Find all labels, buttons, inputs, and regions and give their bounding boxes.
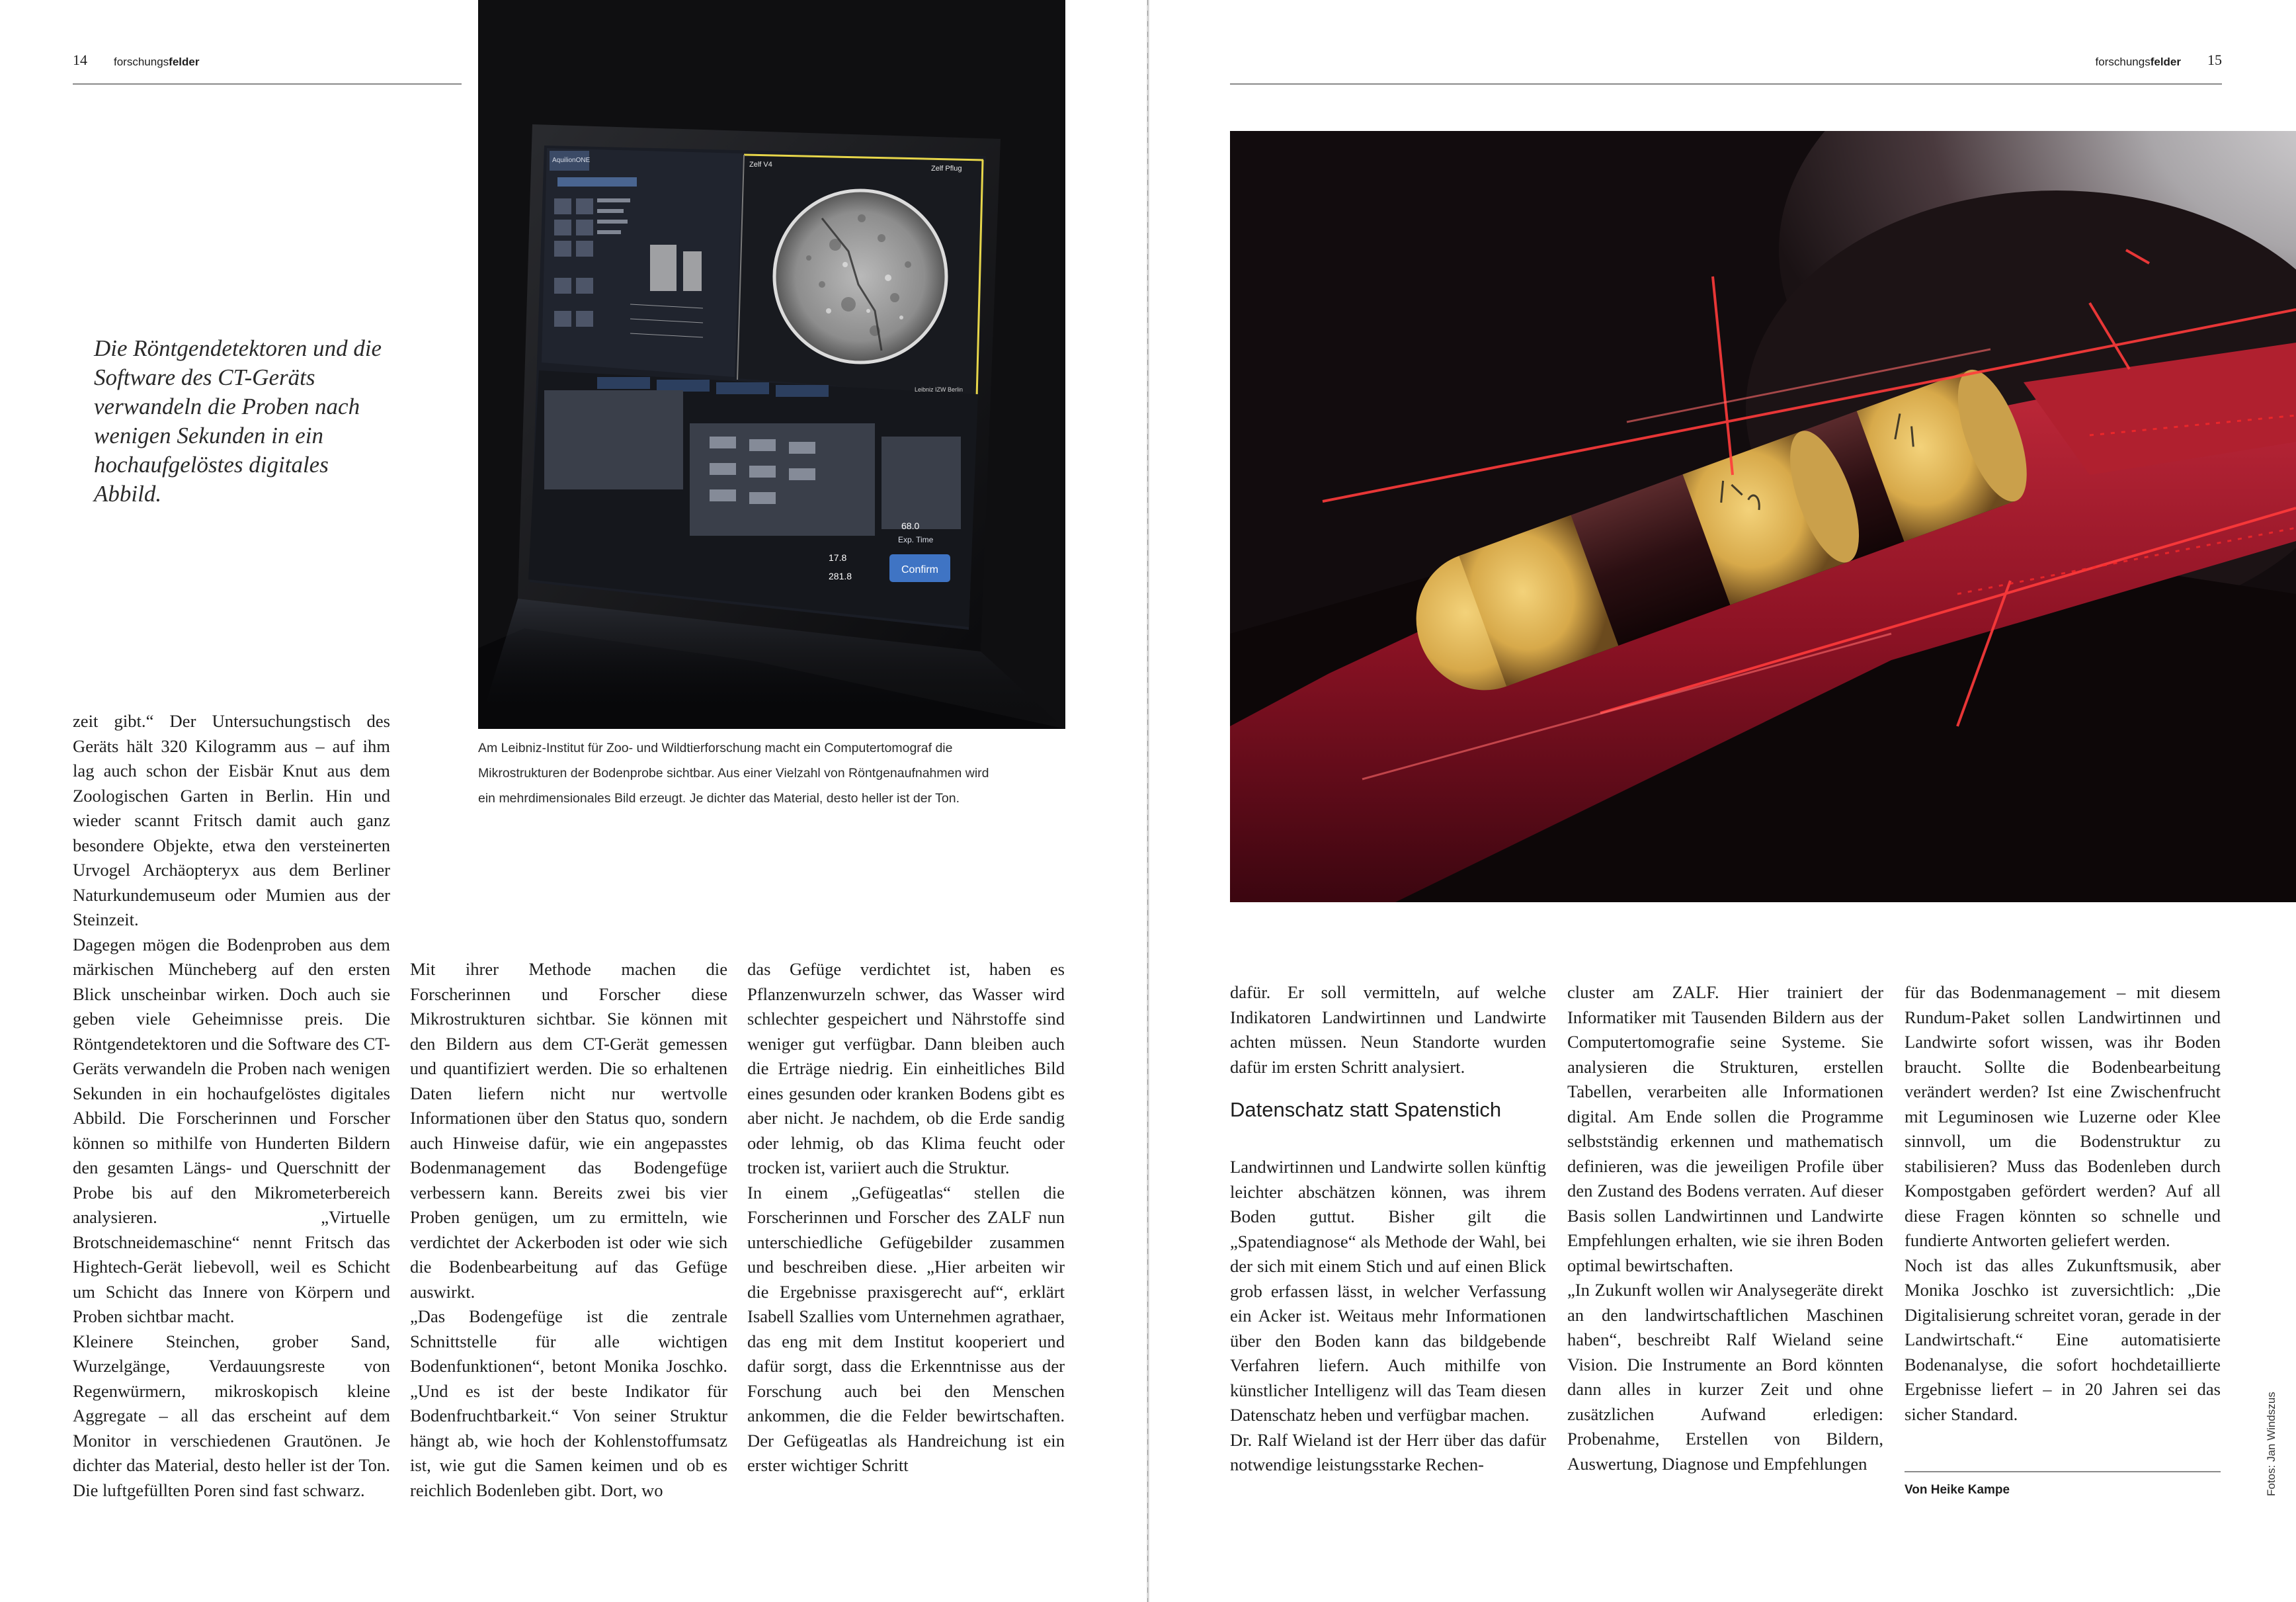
paragraph: Landwirtinnen und Landwirte sollen künftig leichter abschätzen können, was ihrem Boden guttut. Bisher gilt die „Spatendiagnose“ als Methode der Wahl, bei der sich mit einem Stich und auf einen Blick grob erfassen lässt, in welcher Verfassung ein Acker ist. Weitaus mehr Informationen über den Boden kann das bildgebende Verfahren liefern. Auch mithilfe von künstlicher Intelligenz will das Team diesen Datenschatz heben und verfügbar machen.: [1230, 1157, 1546, 1425]
ct-scanner-photo-image: [1230, 131, 2296, 902]
section-bold: felder: [169, 56, 200, 68]
byline-rule: [1905, 1471, 2221, 1472]
series-label-1: Zelf V4: [749, 161, 772, 169]
institution-label: Leibniz IZW Berlin: [915, 386, 964, 393]
dose-value: 281.8: [829, 571, 852, 581]
fold-line: [1147, 0, 1148, 1602]
article-column-2: [410, 957, 727, 1503]
section-name-left: [114, 56, 199, 69]
article-column-6: [1905, 980, 2221, 1427]
paragraph: cluster am ZALF. Hier trainiert der Informatiker mit Tausenden Bildern aus der Computertomografie seine Systeme. Sie analysieren die Strukturen, erstellen Tabellen, verarbeiten alle Informationen digital. Am Ende sollen die Programme selbstständig erkennen und mathematisch definieren, was die jeweiligen Profile über den Zustand des Bodens verraten. Auf dieser Basis sollen Landwirtinnen und Landwirte Empfehlungen erhalten, wie sie ihren Boden optimal bewirtschaften.: [1567, 982, 1883, 1275]
article-column-4-top: [1230, 980, 1546, 1079]
paragraph: zeit gibt.“ Der Untersuchungstisch des Geräts hält 320 Kilogramm aus – auf ihm lag auch schon der Eisbär Knut aus dem Zoologischen Garten in Berlin. Hin und wieder scannt Fritsch damit auch ganz besondere Objekte, etwa den versteinerten Urvogel Archäopteryx aus dem Berliner Naturkundemuseum oder Mumien aus der Steinzeit.: [73, 711, 390, 929]
paragraph: In einem „Gefügeatlas“ stellen die Forscherinnen und Forscher des ZALF nun unterschiedliche Gefügebilder zusammen und beschreiben diese. „Hier arbeiten wir die Ergebnisse praxisgerecht auf“, erklärt Isabell Szallies vom Unternehmen agrathaer, das eng mit dem Institut kooperiert und dafür sorgt, dass die Erkenntnisse aus der Forschung auch bei den Menschen ankommen, die die Felder bewirtschaften. Der Gefügeatlas als Handreichung ist ein erster wichtiger Schritt: [747, 1182, 1065, 1475]
pull-quote: Die Röntgendetektoren und die Software des CT-Geräts verwandeln die Proben nach wenigen Sekunden in ein hochaufgelöstes digitales Abbild.: [94, 335, 382, 507]
left-page-header: [73, 52, 462, 85]
article-column-3: [747, 957, 1065, 1478]
paragraph: Kleinere Steinchen, grober Sand, Wurzelgänge, Verdauungsreste von Regenwürmern, mikroskopisch kleine Aggregate – all das erscheint auf dem Monitor in verschiedenen Grautönen. Je dichter das Material, desto heller ist der Ton. Die luftgefüllten Poren sind fast schwarz.: [73, 1331, 390, 1500]
paragraph: Dagegen mögen die Bodenproben aus dem märkischen Müncheberg auf den ersten Blick unscheinbar wirken. Doch auch sie geben viele Geheimnisse preis. Die Röntgendetektoren und die Software des CT-Geräts verwandeln die Proben nach wenigen Sekunden in ein hochaufgelöstes digitales Abbild. Die Forscherinnen und Forscher können so mithilfe von Hunderten Bildern den gesamten Längs- und Querschnitt der Probe bis auf den Mikrometerbereich analysieren. „Virtuelle Brotschneidemaschine“ nennt Fritsch das Hightech-Gerät liebevoll, weil es Schicht um Schicht das Innere von Körpern und Proben sichtbar macht.: [73, 934, 390, 1326]
exp-time-value: 68.0: [901, 521, 920, 531]
photo-caption: Am Leibniz-Institut für Zoo- und Wildtierforschung macht ein Computertomograf die Mikrostrukturen der Bodenprobe sichtbar. Aus einer Vielzahl von Röntgenaufnahmen wird ein mehrdimensionales Bild erzeugt. Je dichter das Material, desto heller ist der Ton.: [478, 741, 989, 806]
section-name-right: [2096, 56, 2181, 69]
paragraph: das Gefüge verdichtet ist, haben es Pflanzenwurzeln schwer, das Wasser wird schlechter gespeichert und Nährstoffe sind weniger gut verfügbar. Dann bleiben auch die Erträge niedrig. Ein einheitliches Bild eines gesunden oder kranken Bodens gibt es aber nicht. Je nachdem, ob die Erde sandig oder lehmig, ob das Klima feucht oder trocken ist, variiert auch die Struktur.: [747, 959, 1065, 1177]
ct-scanner-photo: [1230, 131, 2296, 902]
paragraph: „In Zukunft wollen wir Analysegeräte direkt an den landwirtschaftlichen Maschinen haben“, beschreibt Ralf Wieland seine Vision. Die Instrumente an Bord könnten dann alles in kurzer Zeit und ohne zusätzlichen Aufwand erledigen: Probenahme, Erstellen von Bildern, Auswertung, Diagnose und Empfehlungen: [1567, 1280, 1883, 1474]
page-number-left: 14: [73, 52, 87, 68]
paragraph: Dr. Ralf Wieland ist der Herr über das dafür notwendige leistungsstarke Rechen-: [1230, 1429, 1546, 1474]
monitor-photo-image: [478, 0, 1065, 729]
total-time-value: 17.8: [829, 552, 847, 563]
article-column-1: [73, 709, 390, 1503]
section-prefix: forschungs: [2095, 56, 2151, 68]
monitor-photo: [478, 0, 1065, 729]
page-number-right: 15: [2207, 52, 2222, 68]
paragraph: „Das Bodengefüge ist die zentrale Schnittstelle für alle wichtigen Bodenfunktionen“, betont Monika Joschko. „Und es ist der beste Indikator für Bodenfruchtbarkeit.“ Von seiner Struktur hängt ab, wie hoch der Kohlenstoffumsatz ist, wie gut die Samen keimen und ob es reichlich Bodenleben gibt. Dort, wo: [410, 1306, 727, 1500]
article-column-4-bottom: [1230, 1155, 1546, 1478]
exp-time-label: Exp. Time: [898, 535, 934, 544]
scanner-model-label: AquilionONE: [552, 157, 591, 164]
article-column-5: [1567, 980, 1883, 1476]
paragraph: Mit ihrer Methode machen die Forscherinnen und Forscher diese Mikrostrukturen sichtbar. Sie können mit den Bildern aus dem CT-Gerät gemessen und quantifiziert werden. Die so erhaltenen Daten liefern nicht nur wertvolle Informationen über den Status quo, sondern auch Hinweise dafür, wie ein angepasstes Bodenmanagement das Bodengefüge verbessern kann. Bereits zwei bis vier Proben genügen, um zu ermitteln, wie verdichtet der Ackerboden ist oder wie sich die Bodenbearbeitung auf das Gefüge auswirkt.: [410, 959, 727, 1302]
section-prefix: forschungs: [114, 56, 169, 68]
series-label-2: Zelf Pflug: [931, 165, 962, 173]
author-byline: Von Heike Kampe: [1905, 1483, 2010, 1497]
subheading: Datenschatz statt Spatenstich: [1230, 1098, 1502, 1121]
section-bold: felder: [2150, 56, 2181, 68]
paragraph: dafür. Er soll vermitteln, auf welche Indikatoren Landwirtinnen und Landwirte achten müssen. Neun Standorte wurden dafür im ersten Schritt analysiert.: [1230, 982, 1546, 1077]
right-page-header: [1230, 52, 2222, 85]
confirm-button-label: Confirm: [901, 564, 939, 575]
photo-credit: Fotos: Jan Windszus: [2265, 1392, 2277, 1496]
paragraph: für das Bodenmanagement – mit diesem Rundum-Paket sollen Landwirtinnen und Landwirte sofort wissen, was ihr Boden braucht. Sollte die Bodenbearbeitung verändert werden? Ist eine Zwischenfrucht mit Leguminosen wie Luzerne oder Klee sinnvoll, um die Bodenstruktur zu stabilisieren? Muss das Bodenleben durch Kompostgaben gefördert werden? Auf all diese Fragen könnten so schnelle und fundierte Antworten geliefert werden.: [1905, 982, 2221, 1250]
paragraph: Noch ist das alles Zukunftsmusik, aber Monika Joschko ist zuversichtlich: „Die Digitalisierung schreitet voran, gerade in der Landwirtschaft.“ Eine automatisierte Bodenanalyse, die sofort hochdetaillierte Ergebnisse liefert – in 20 Jahren sei das sicher Standard.: [1905, 1255, 2221, 1424]
